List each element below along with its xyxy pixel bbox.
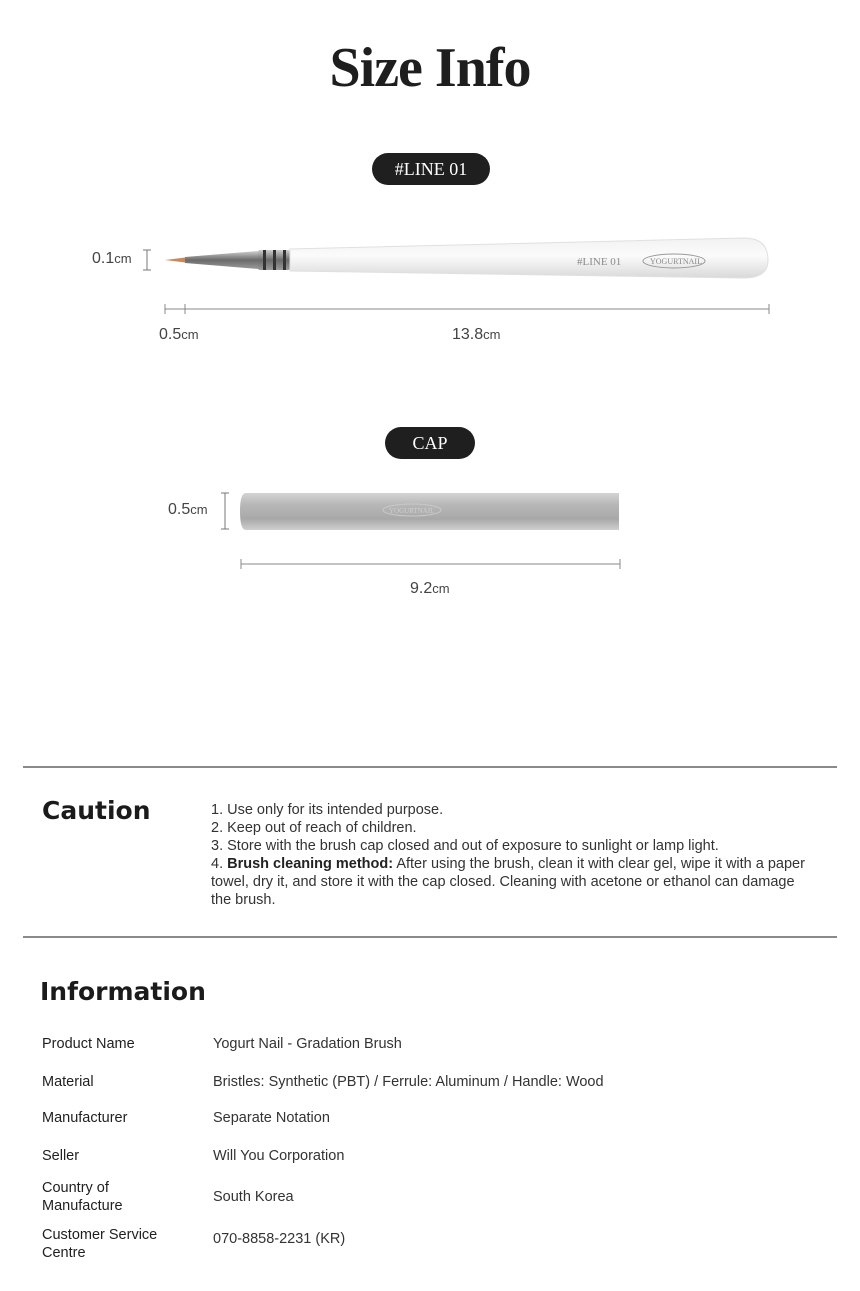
ferrule (185, 251, 258, 269)
information-heading: Information (40, 977, 206, 1006)
divider-top (23, 766, 837, 768)
caution-item-bold: Brush cleaning method: (227, 856, 394, 872)
info-value: Bristles: Synthetic (PBT) / Ferrule: Aluminum / Handle: Wood (213, 1074, 604, 1090)
caution-item: 4. Brush cleaning method: After using the brush, clean it with clear gel, wipe it with a paper towel, dry it, and store it with the cap closed. Cleaning with acetone or ethanol can damage the brush. (211, 856, 805, 908)
info-value: Yogurt Nail - Gradation Brush (213, 1036, 402, 1052)
brush-dimension-line (165, 304, 769, 314)
handle-brand: YOGURTNAIL (650, 257, 702, 266)
caution-item: 3. Store with the brush cap closed and out of exposure to sunlight or lamp light. (211, 838, 719, 854)
tip-width-marker (143, 250, 151, 270)
total-length-label: 13.8cm (452, 326, 501, 343)
divider-bottom (23, 936, 837, 938)
info-label: Material (42, 1074, 94, 1090)
cap-brand: YOGURTNAIL (389, 507, 435, 515)
info-value: South Korea (213, 1189, 294, 1205)
brush-label-badge: #LINE 01 (372, 153, 490, 185)
cap-illustration (210, 485, 640, 575)
caution-item: 1. Use only for its intended purpose. (211, 802, 444, 818)
caution-list (211, 801, 811, 909)
info-label: Manufacturer (42, 1110, 128, 1126)
bristle-tip (165, 258, 185, 263)
tip-length-label: 0.5cm (159, 326, 199, 343)
caution-heading: Caution (42, 796, 151, 825)
cap-diameter-marker (221, 493, 229, 529)
brush-illustration (140, 230, 780, 320)
cap-diameter-label: 0.5cm (168, 501, 208, 518)
cap-dimension-line (241, 559, 620, 569)
info-label: Country of Manufacture (42, 1180, 123, 1214)
info-label: Seller (42, 1148, 80, 1164)
handle-text: #LINE 01 (577, 256, 622, 268)
tip-width-label: 0.1cm (92, 250, 132, 267)
page-title: Size Info (329, 37, 531, 99)
info-value: 070-8858-2231 (KR) (213, 1231, 346, 1247)
cap-length-label: 9.2cm (410, 580, 450, 597)
cap-label-badge: CAP (385, 427, 475, 459)
info-label: Customer Service Centre (42, 1227, 158, 1261)
info-label: Product Name (42, 1036, 135, 1052)
info-value: Will You Corporation (213, 1148, 345, 1164)
info-value: Separate Notation (213, 1110, 330, 1126)
caution-item: 2. Keep out of reach of children. (211, 820, 417, 836)
